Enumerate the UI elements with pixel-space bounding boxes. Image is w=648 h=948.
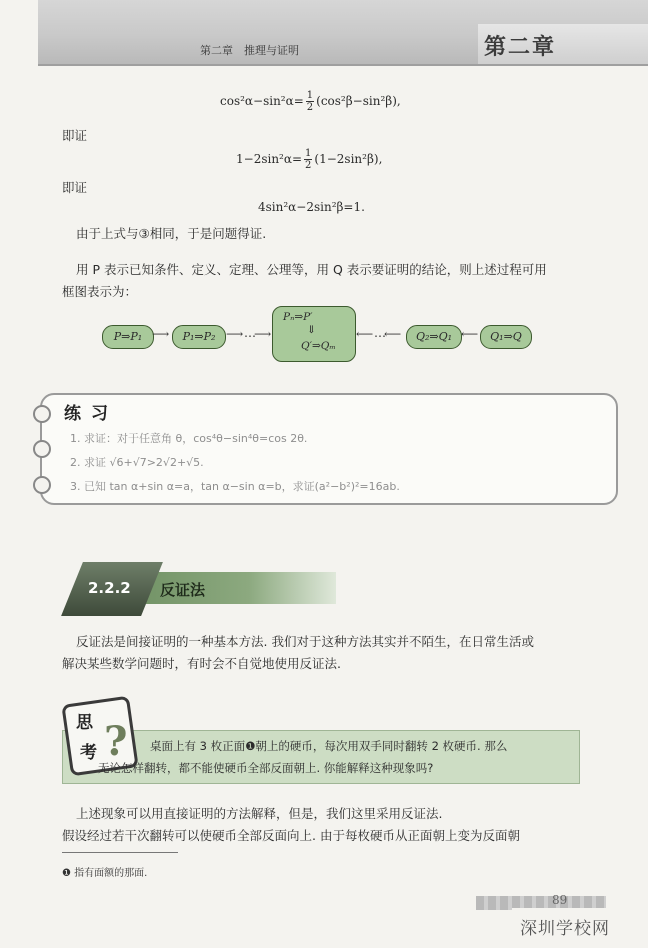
flow-arrow-6: ⟵ xyxy=(461,327,479,341)
eq1-frac-num: 1 xyxy=(306,90,314,101)
eq2-rhs: (1−2sin²β), xyxy=(314,152,383,166)
equation-2 xyxy=(236,148,382,171)
flow-arrow-5: ⟵ xyxy=(384,327,402,341)
flow-node-q2-q1: Q₂⇒Q₁ xyxy=(406,325,462,349)
eq1-fraction xyxy=(306,90,314,113)
label-ji-zheng-2: 即证 xyxy=(62,180,88,195)
flow-arrow-4: ⟵ xyxy=(356,327,374,341)
section-number: 2.2.2 xyxy=(88,579,131,597)
footnote-divider xyxy=(62,852,178,853)
chapter-title: 第二章 推理与证明 xyxy=(200,44,299,57)
binder-ring-1 xyxy=(33,405,51,423)
flow-center-arrow: ⇓ xyxy=(307,324,316,336)
flow-arrow-2: ⟶ xyxy=(226,327,244,341)
flow-center-top: Pₙ⇒P′ xyxy=(283,311,313,323)
equation-1 xyxy=(220,90,401,113)
equation-3: 4sin²α−2sin²β=1. xyxy=(258,200,365,214)
flow-center-node xyxy=(272,306,356,362)
footnote: ❶ 指有面额的那面. xyxy=(62,868,148,879)
header-margin xyxy=(0,0,38,64)
binder-ring-2 xyxy=(33,440,51,458)
think-line-2: 无论怎样翻转，都不能使硬币全部反面朝上. 你能解释这种现象吗? xyxy=(98,761,434,775)
exercise-item-3: 3. 已知 tan α+sin α=a，tan α−sin α=b，求证(a²−b²)²=16ab. xyxy=(70,480,400,493)
proof-conclusion: 由于上式与③相同，于是问题得证. xyxy=(76,226,267,241)
exercise-title: 练习 xyxy=(64,404,118,424)
page-number: 89 xyxy=(552,893,568,907)
exercise-item-1: 1. 求证：对于任意角 θ，cos⁴θ−sin⁴θ=cos 2θ. xyxy=(70,432,308,445)
intro-line-2: 解决某些数学问题时，有时会不自觉地使用反证法. xyxy=(62,656,341,671)
binder-ring-3 xyxy=(33,476,51,494)
chapter-badge: 第二章 xyxy=(484,35,557,60)
eq1-frac-den: 2 xyxy=(306,102,314,113)
eq2-fraction xyxy=(304,148,312,171)
think-line-1: 桌面上有 3 枚正面❶朝上的硬币，每次用双手同时翻转 2 枚硬币. 那么 xyxy=(150,739,508,753)
label-ji-zheng-1: 即证 xyxy=(62,128,88,143)
flow-arrow-3: ⟶ xyxy=(254,327,272,341)
flow-center-bottom: Q′⇒Qₘ xyxy=(301,340,336,352)
eq1-rhs: (cos²β−sin²β), xyxy=(316,94,401,108)
intro-line-1: 反证法是间接证明的一种基本方法. 我们对于这种方法其实并不陌生，在日常生活或 xyxy=(76,634,534,649)
flow-node-q1-q: Q₁⇒Q xyxy=(480,325,532,349)
flow-node-p1-p2: P₁⇒P₂ xyxy=(172,325,226,349)
think-char-1: 思 xyxy=(76,713,93,733)
watermark: 深圳学校网 xyxy=(520,919,610,939)
flow-node-p-p1: P⇒P₁ xyxy=(102,325,154,349)
flow-dots-right: … xyxy=(374,326,386,340)
eq2-frac-num: 1 xyxy=(305,148,312,159)
question-mark-icon: ? xyxy=(104,718,128,765)
eq2-frac-den: 2 xyxy=(305,160,312,171)
eq1-lhs: cos²α−sin²α= xyxy=(220,94,304,108)
body-line-2: 假设经过若干次翻转可以使硬币全部反面向上. 由于每枚硬币从正面朝上变为反面朝 xyxy=(62,828,520,843)
flow-arrow-1: ⟶ xyxy=(152,327,170,341)
flow-dots-left: … xyxy=(244,326,256,340)
body-line-1: 上述现象可以用直接证明的方法解释，但是，我们这里采用反证法. xyxy=(76,806,443,821)
eq2-lhs: 1−2sin²α= xyxy=(236,152,303,166)
think-char-2: 考 xyxy=(80,743,97,763)
paragraph-line-1: 用 P 表示已知条件、定义、定理、公理等，用 Q 表示要证明的结论，则上述过程可用 xyxy=(76,262,547,277)
section-title: 反证法 xyxy=(160,581,206,599)
exercise-item-2: 2. 求证 √6+√7>2√2+√5. xyxy=(70,456,204,469)
paragraph-line-2: 框图表示为： xyxy=(62,284,138,299)
